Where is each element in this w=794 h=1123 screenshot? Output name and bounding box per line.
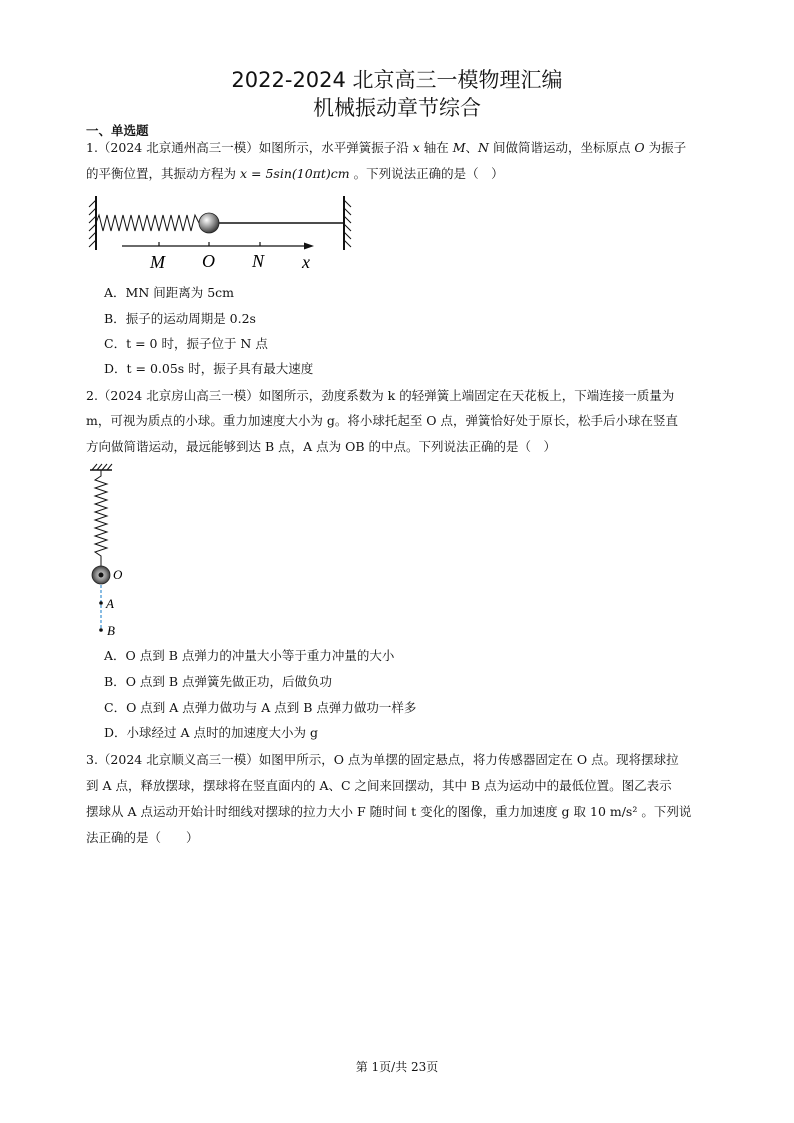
oscillator-ball: [199, 213, 219, 233]
document-title: 2022-2024 北京高三一模物理汇编: [231, 68, 563, 92]
q2-option-a[interactable]: A．O 点到 B 点弹力的冲量大小等于重力冲量的大小: [104, 648, 395, 663]
q2-option-d[interactable]: D．小球经过 A 点时的加速度大小为 g: [104, 725, 318, 740]
label-O: O: [113, 567, 123, 582]
label-N: N: [252, 251, 265, 271]
q1-option-c[interactable]: C．t = 0 时，振子位于 N 点: [104, 336, 268, 351]
document-subtitle: 机械振动章节综合: [313, 96, 481, 120]
q1-option-d[interactable]: D．t = 0.05s 时，振子具有最大速度: [104, 361, 314, 376]
label-A: A: [106, 596, 114, 611]
q1-option-b[interactable]: B．振子的运动周期是 0.2s: [104, 311, 256, 326]
page-footer: 第 1页/共 23页: [355, 1060, 439, 1074]
section-heading: 一、单选题: [86, 123, 149, 138]
q3-stem-line-2: 到 A 点，释放摆球，摆球将在竖直面内的 A、C 之间来回摆动，其中 B 点为运动中的最低位置。图乙表示: [86, 778, 672, 793]
q3-stem-line-1: 3.（2024 北京顺义高三一模）如图甲所示，O 点为单摆的固定悬点，将力传感器固定在 O 点。现将摆球拉: [86, 752, 679, 767]
q3-stem-line-4: 法正确的是（ ）: [86, 830, 199, 845]
q2-stem-line-1: 2.（2024 北京房山高三一模）如图所示，劲度系数为 k 的轻弹簧上端固定在天花板上，下端连接一质量为: [86, 388, 675, 403]
q1-stem-line-1: 1.（2024 北京通州高三一模）如图所示，水平弹簧振子沿 x 轴在 M、N 间做简谐运动，坐标原点 O 为振子: [86, 140, 687, 155]
q1-spring-oscillator-figure: [86, 192, 356, 274]
label-M: M: [150, 252, 165, 272]
q2-stem-line-3: 方向做简谐运动，最远能够到达 B 点，A 点为 OB 的中点。下列说法正确的是（ ）: [86, 439, 557, 454]
label-O: O: [202, 251, 215, 271]
q2-stem-line-2: m，可视为质点的小球。重力加速度大小为 g。将小球托起至 O 点，弹簧恰好处于原长，松手后小球在竖直: [86, 413, 679, 428]
label-B: B: [107, 623, 115, 638]
q2-vertical-spring-figure: [86, 462, 146, 644]
q1-stem-line-2: 的平衡位置，其振动方程为 x = 5sin(10πt)cm 。下列说法正确的是（ ）: [86, 166, 504, 181]
q2-option-c[interactable]: C．O 点到 A 点弹力做功与 A 点到 B 点弹力做功一样多: [104, 700, 417, 715]
q3-stem-line-3: 摆球从 A 点运动开始计时细线对摆球的拉力大小 F 随时间 t 变化的图像，重力加速度 g 取 10 m/s² 。下列说: [86, 804, 692, 819]
label-x: x: [302, 252, 310, 272]
q2-option-b[interactable]: B．O 点到 B 点弹簧先做正功，后做负功: [104, 674, 333, 689]
q1-option-a[interactable]: A．MN 间距离为 5cm: [104, 285, 235, 300]
